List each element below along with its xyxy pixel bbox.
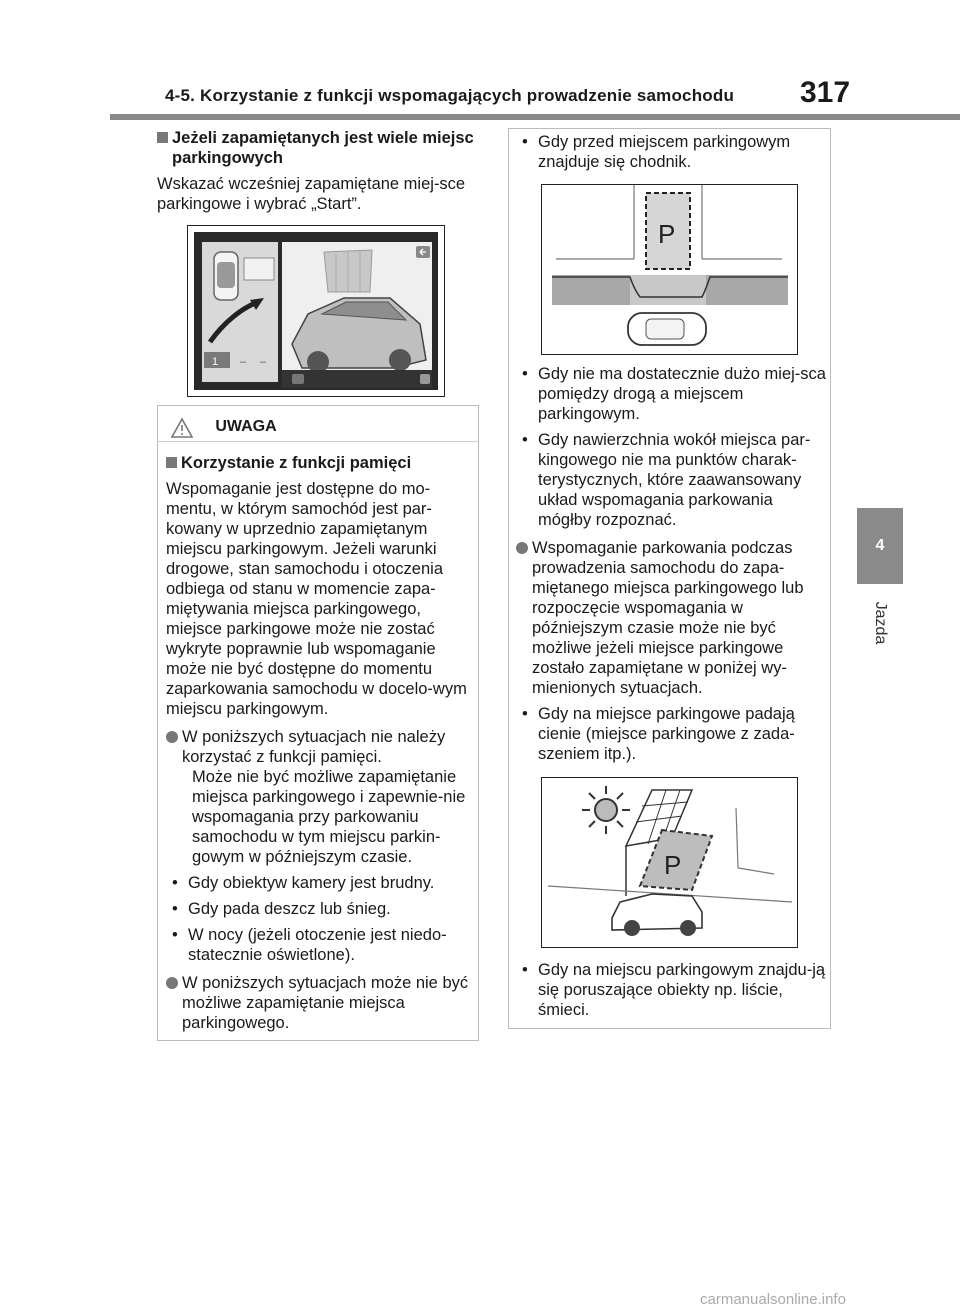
right-bullet-sidewalk: • Gdy przed miejscem parkingowym znajduje się chodnik. (522, 133, 791, 171)
warning-title: UWAGA (215, 418, 277, 435)
parking-assist-screen-illustration (194, 232, 438, 390)
header-title: 4-5. Korzystanie z funkcji wspomagających prowadzenie samochodu (165, 86, 735, 105)
display-screen-figure (187, 225, 445, 397)
warning-heading: Korzystanie z funkcji pamięci (166, 453, 476, 473)
sun-icon (582, 786, 630, 834)
warning-circle-item-1: W poniższych sytuacjach nie należy korzystać z funkcji pamięci. Może nie być możliwe zapamiętanie miejsca parkingowego i zapewnie-nie wspomagania przy parkowaniu samochodu w tym miejscu parkin-gowym w późniejszym czasie. (166, 727, 476, 867)
shade-parking-figure (541, 777, 798, 948)
warning-bullet-3: • W nocy (jeżeli otoczenie jest niedo-statecznie oświetlone). (172, 926, 447, 964)
warning-bullet-2: • Gdy pada deszcz lub śnieg. (172, 900, 391, 918)
right-bullet-space: • Gdy nie ma dostatecznie dużo miej-sca pomiędzy drogą a miejscem parkingowym. (522, 365, 826, 423)
right-bullet-surface: • Gdy nawierzchnia wokół miejsca par-kingowego nie ma punktów charak-terystycznych, które zaawansowany układ wspomagania parkowania mógłby rozpoznać. (522, 431, 811, 529)
warning-paragraph: Wspomaganie jest dostępne do mo-mentu, w którym samochód jest par-kowany w uprzednio zapamiętanym miejscu parkingowym. Jeżeli warunki drogowe, stan samochodu i otoczenia odbiega od stanu w momencie zapa-miętywania miejsca parkingowego, miejsce parkingowe może nie zostać wykryte poprawnie lub wspomaganie może nie być dostępne do momentu zaparkowania samochodu w docelo-wym miejscu parkingowym. (166, 480, 467, 718)
square-bullet-icon (166, 457, 177, 468)
right-mid-list (516, 364, 828, 764)
screen-marker-1: 1 (212, 356, 219, 368)
left-column (157, 128, 479, 214)
right-circle-item: Wspomaganie parkowania podczas prowadzenia samochodu do zapa-miętanego miejsca parkingowego lub rozpoczęcie wspomagania w późniejszym czasie może nie być możliwe jeżeli miejsce parkingowe zostało zapamiętane w poniżej wy-mienionych sytuacjach. (516, 538, 828, 698)
paragraph-select-spot: Wskazać wcześniej zapamiętane miej-sce parkingowe i wybrać „Start”. (157, 175, 466, 213)
parking-letter-shade: P (664, 850, 682, 880)
circle-bullet-icon (516, 542, 528, 554)
right-bullet-moving-objects: • Gdy na miejscu parkingowym znajdu-ją się poruszające obiekty np. liście, śmieci. (522, 961, 826, 1019)
page-number: 317 (800, 76, 851, 109)
square-bullet-icon (157, 132, 168, 143)
chapter-label: Jazda (872, 601, 889, 645)
section-heading-multiple-spots: Jeżeli zapamiętanych jest wiele miejsc parkingowych (157, 128, 479, 168)
display-screen (194, 232, 438, 390)
right-bullet-shade: • Gdy na miejsce parkingowe padają cienie (miejsce parkingowe z zada-szeniem itp.). (522, 705, 795, 763)
watermark: carmanualsonline.info (700, 1291, 846, 1308)
screen-dash-1: – (240, 356, 247, 368)
header-rule (110, 114, 960, 120)
chapter-tab[interactable]: 4 (857, 508, 903, 584)
warning-bullet-1: • Gdy obiektyw kamery jest brudny. (172, 874, 435, 892)
parking-mode-icon[interactable] (292, 374, 304, 384)
warning-content (166, 453, 476, 1033)
shade-parking-illustration (542, 778, 797, 947)
gear-icon[interactable] (420, 374, 430, 384)
warning-circle-item-1-extra: Może nie być możliwe zapamiętanie miejsca parkingowego i zapewnie-nie wspomagania przy parkowaniu samochodu w tym miejscu parkin-gowym w późniejszym czasie. (192, 768, 466, 866)
screen-dash-2: – (260, 356, 267, 368)
circle-bullet-icon (166, 977, 178, 989)
sidewalk-parking-figure (541, 184, 798, 355)
warning-circle-item-2: W poniższych sytuacjach może nie być możliwe zapamiętanie miejsca parkingowego. (166, 973, 476, 1033)
circle-bullet-icon (166, 731, 178, 743)
warning-divider (157, 441, 479, 442)
parking-letter: P (658, 219, 676, 249)
sidewalk-parking-illustration (542, 185, 797, 354)
warning-triangle-icon (170, 417, 194, 439)
